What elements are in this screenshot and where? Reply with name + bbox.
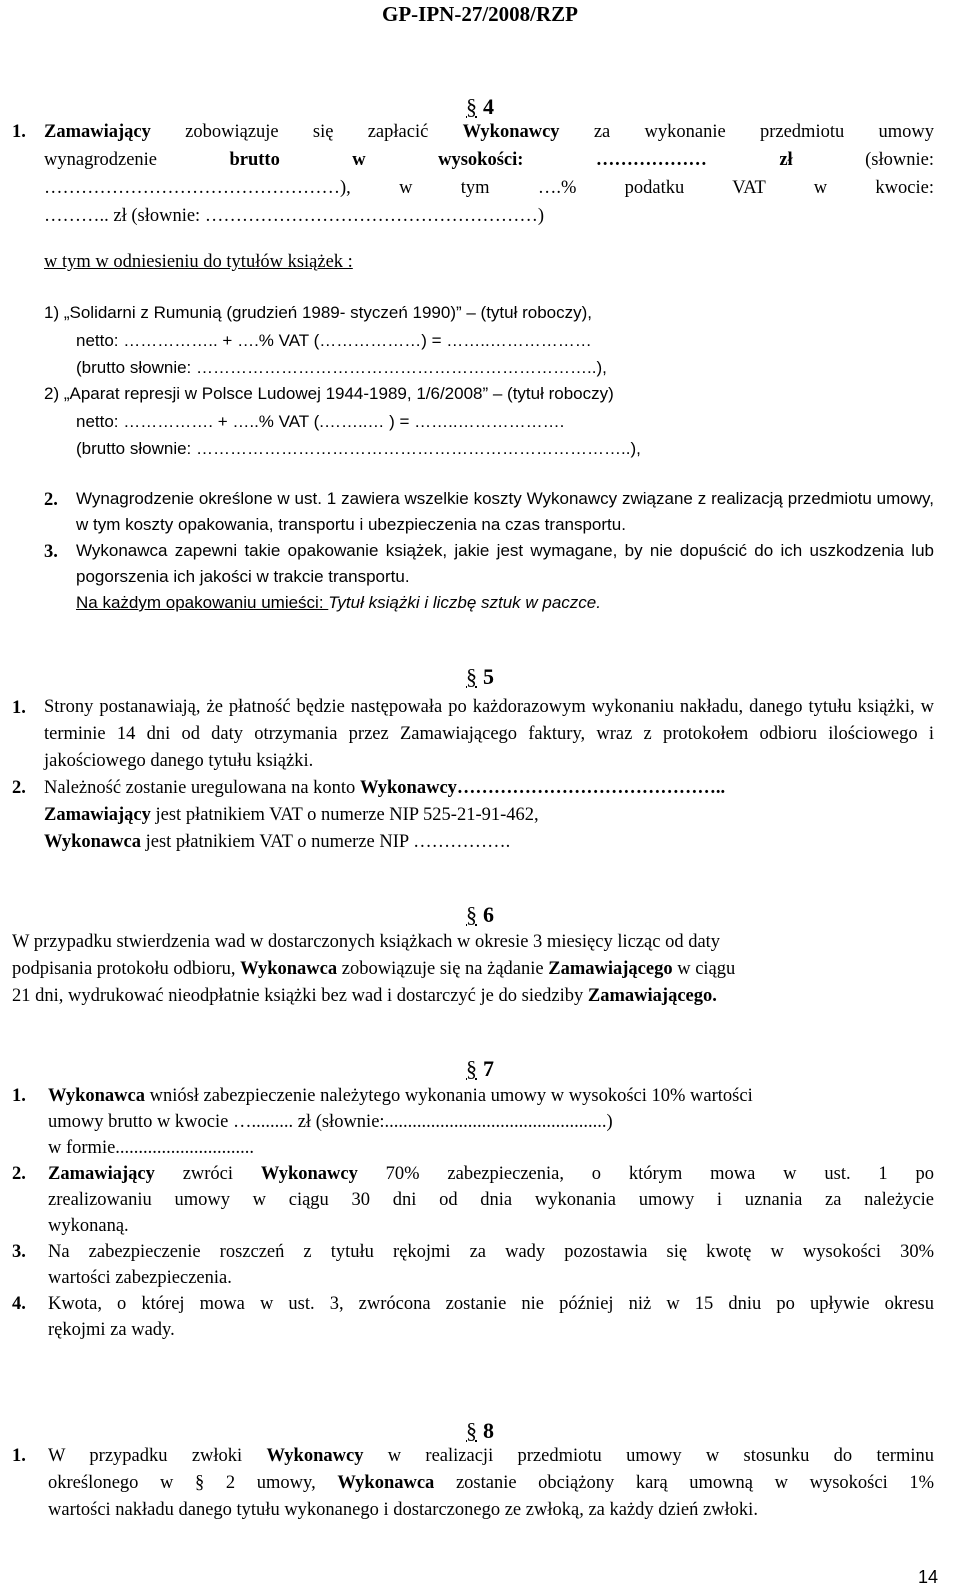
s4-item1-line2: netto: …………….. + ….% VAT (………………) = ……..………………: [76, 331, 592, 350]
s7-p1-line2: umowy brutto w kwocie …......... zł (słownie:................................................): [48, 1112, 613, 1132]
s6-line3: 21 dni, wydrukować nieodpłatnie książki bez wad i dostarczyć je do siedziby Zamawiającego.: [12, 986, 717, 1006]
paragraph-number: 2.: [12, 778, 26, 798]
paragraph-number: 3.: [12, 1242, 26, 1262]
s7-p2-line3: wykonaną.: [48, 1216, 129, 1236]
s5-p2-line2: Zamawiający jest płatnikiem VAT o numerze NIP 525-21-91-462,: [44, 805, 539, 825]
section-7-heading: § 7: [466, 1056, 494, 1081]
paragraph-number: 1.: [12, 1446, 26, 1466]
document-header: GP-IPN-27/2008/RZP: [382, 2, 578, 26]
s7-p1-line3: w formie..............................: [48, 1138, 255, 1158]
section-symbol: §: [466, 94, 477, 119]
section-4-heading: [0, 94, 960, 120]
s8-line2: określonego w § 2 umowy, Wykonawca zostanie obciążony karą umowną w wysokości 1%: [48, 1473, 934, 1493]
s7-p2-line1: Zamawiający zwróci Wykonawcy 70% zabezpieczenia, o którym mowa w ust. 1 po: [48, 1164, 934, 1184]
paragraph-number: 2.: [44, 490, 58, 510]
paragraph-number: 4.: [12, 1294, 26, 1314]
s8-line1: W przypadku zwłoki Wykonawcy w realizacji przedmiotu umowy w stosunku do terminu: [48, 1446, 934, 1466]
s7-p4-line2: rękojmi za wady.: [48, 1320, 175, 1340]
s5-paragraph-1: Strony postanawiają, że płatność będzie następowała po każdorazowym wykonaniu nakładu, danego tytułu książki, w terminie 14 dni od daty otrzymania przez Zamawiającego faktury, wraz z protokołem odbioru ilościowego i jakościowego danego tytułu książki.: [44, 697, 934, 771]
s4-item1-line1: 1) „Solidarni z Rumunią (grudzień 1989- styczeń 1990)” – (tytuł roboczy),: [44, 303, 593, 322]
s7-p3-line2: wartości zabezpieczenia.: [48, 1268, 232, 1288]
paragraph-number: 3.: [44, 542, 58, 562]
s4-p1-line2: wynagrodzenie brutto w wysokości: ……………… zł (słownie:: [44, 150, 934, 170]
section-8-heading: § 8: [466, 1418, 494, 1443]
s4-paragraph-3: Wykonawca zapewni takie opakowanie książek, jakie jest wymagane, by nie dopuścić do ich uszkodzenia lub pogorszenia ich jakości w trakcie transportu. Na każdym opakowaniu umieści: Tytuł książki i liczbę sztuk w paczce.: [76, 541, 934, 612]
paragraph-number: 1.: [12, 698, 26, 718]
s7-p4-line1: Kwota, o której mowa w ust. 3, zwrócona zostanie nie później niż w 15 dniu po upływie okresu: [48, 1294, 934, 1314]
s4-item2-line2: netto: ……………. + …..% VAT (.……..… ) = ……..……………….: [76, 412, 565, 431]
paragraph-number: 2.: [12, 1164, 26, 1184]
section-5-heading: § 5: [466, 664, 494, 689]
s4-p1-line1: Zamawiający zobowiązuje się zapłacić Wykonawcy za wykonanie przedmiotu umowy: [44, 122, 934, 142]
s5-p2-line3: Wykonawca jest płatnikiem VAT o numerze NIP …………….: [44, 832, 511, 852]
s4-paragraph-2: Wynagrodzenie określone w ust. 1 zawiera wszelkie koszty Wykonawcy związane z realizacją przedmiotu umowy, w tym koszty opakowania, transportu i ubezpieczenia na czas transportu.: [76, 489, 934, 534]
s6-line1: W przypadku stwierdzenia wad w dostarczonych książkach w okresie 3 miesięcy licząc od daty: [12, 932, 721, 952]
s5-p2-line1: Należność zostanie uregulowana na konto Wykonawcy……………………………………..: [44, 778, 726, 798]
s6-line2: podpisania protokołu odbioru, Wykonawca zobowiązuje się na żądanie Zamawiającego w ciągu: [12, 959, 736, 979]
s4-item1-line3: (brutto słownie: ……………………………………………………………..),: [76, 358, 607, 377]
section-number: 4: [483, 94, 494, 119]
section-6-heading: § 6: [466, 902, 494, 927]
s7-p2-line2: zrealizowaniu umowy w ciągu 30 dni od dnia wykonania umowy i uznania za należycie: [48, 1190, 934, 1210]
s4-item2-line1: 2) „Aparat represji w Polsce Ludowej 1944-1989, 1/6/2008” – (tytuł roboczy): [44, 384, 614, 403]
s7-p3-line1: Na zabezpieczenie roszczeń z tytułu rękojmi za wady pozostawia się kwotę w wysokości 30%: [48, 1242, 934, 1262]
page-number: 14: [917, 1567, 938, 1587]
s8-line3: wartości nakładu danego tytułu wykonanego i dostarczonego ze zwłoką, za każdy dzień zwłoki.: [48, 1500, 758, 1520]
paragraph-number: 1.: [12, 1086, 26, 1106]
s4-item2-line3: (brutto słownie: …………………………………………………………………..),: [76, 439, 641, 458]
paragraph-number: 1.: [12, 122, 26, 142]
s4-p1-line4: ……….. zł (słownie: ………………………………………………): [44, 206, 544, 226]
s7-p1-line1: Wykonawca wniósł zabezpieczenie należytego wykonania umowy w wysokości 10% wartości: [48, 1086, 753, 1106]
s4-p1-line3: …………………………………………), w tym ….% podatku VAT w kwocie:: [44, 178, 934, 198]
s4-subheading: w tym w odniesieniu do tytułów książek :: [44, 252, 353, 272]
